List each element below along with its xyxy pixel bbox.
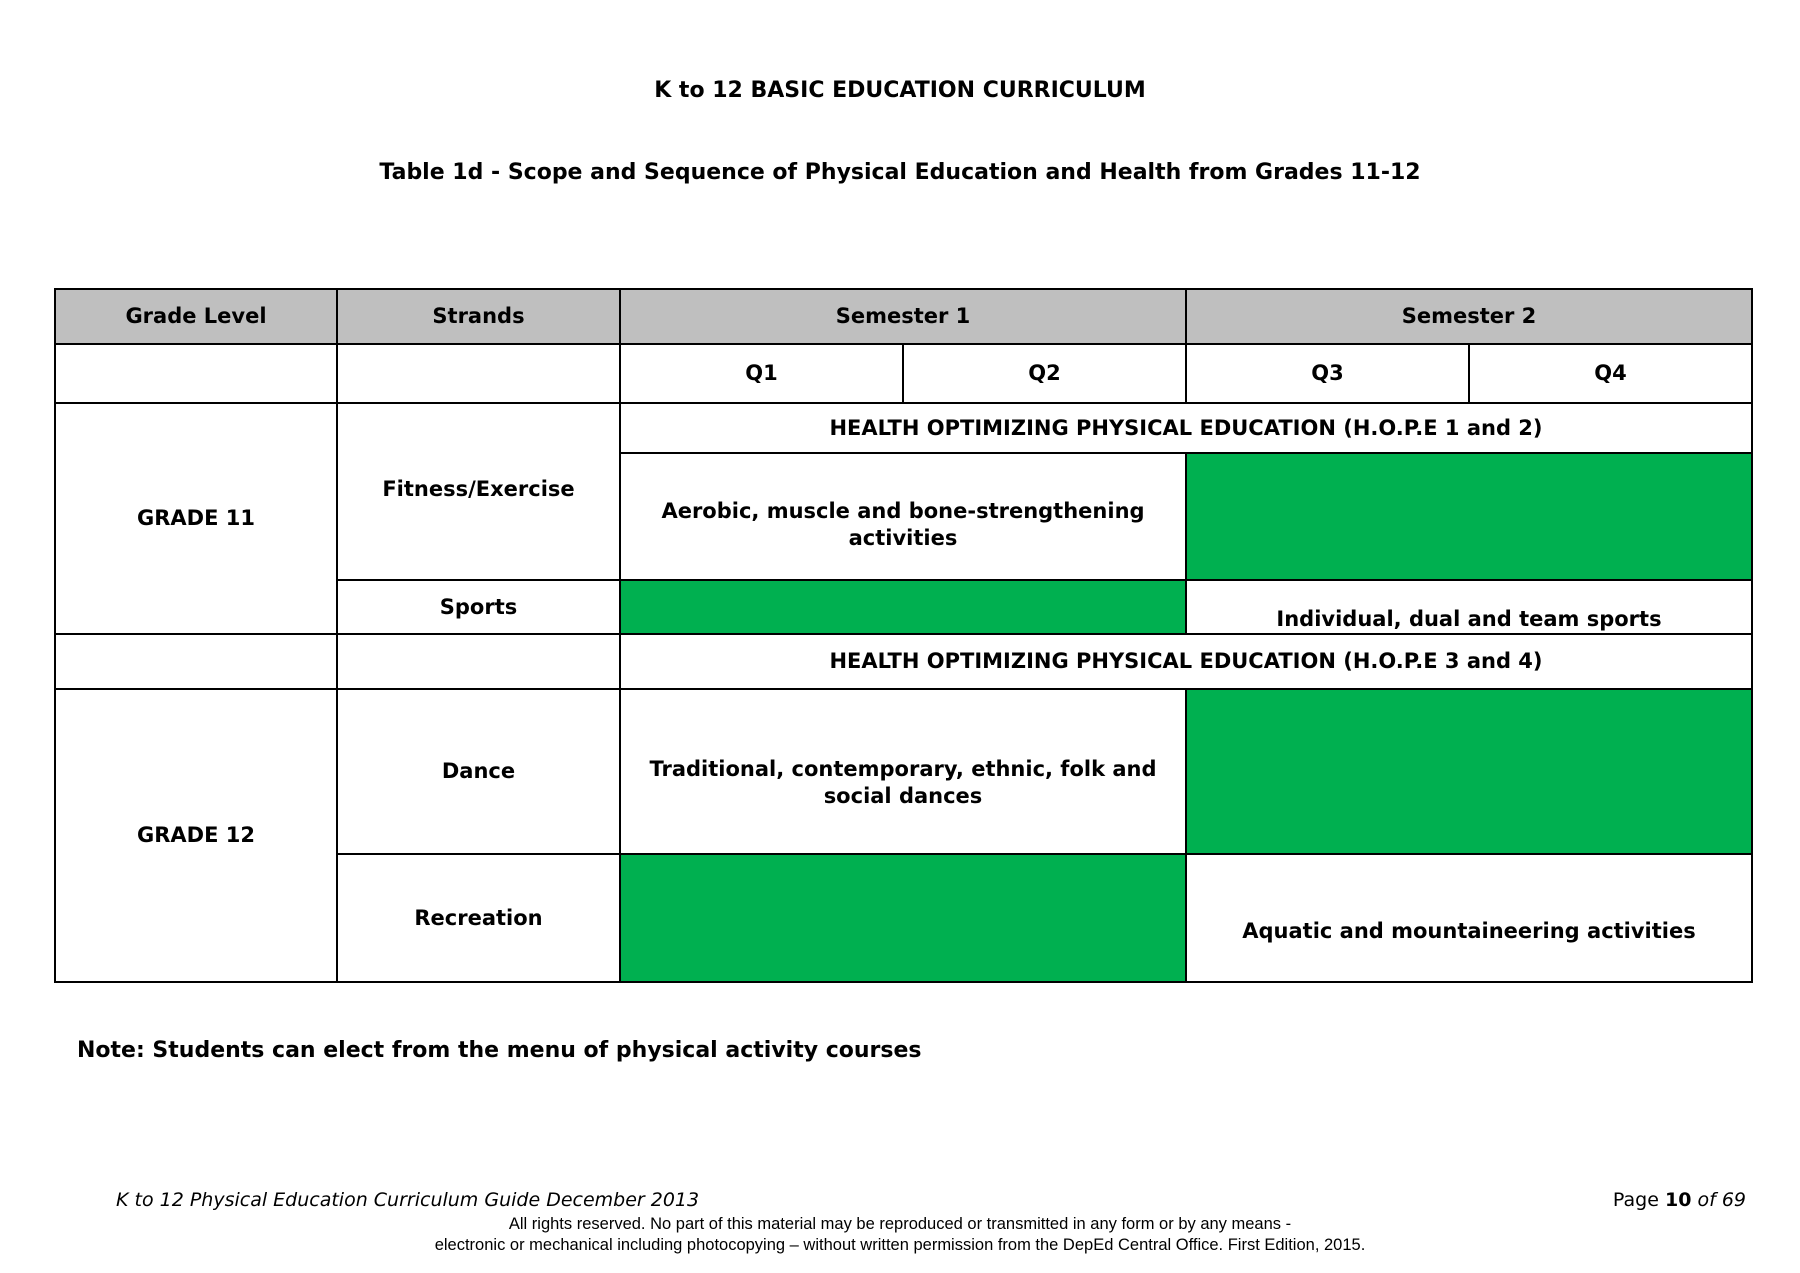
grade12-recreation-content: Aquatic and mountaineering activities xyxy=(1186,854,1752,982)
footer-guide-title: K to 12 Physical Education Curriculum Guide December 2013 xyxy=(116,1189,700,1211)
rights-notice-line2: electronic or mechanical including photocopying – without written permission from the DepEd Central Office. First Edition, 2015. xyxy=(434,1236,1366,1254)
header-grade-level: Grade Level xyxy=(55,289,337,344)
header-semester-2: Semester 2 xyxy=(1186,289,1752,344)
grade11-strand-sports: Sports xyxy=(337,580,620,634)
grade12-course-title: HEALTH OPTIMIZING PHYSICAL EDUCATION (H.O.P.E 3 and 4) xyxy=(620,634,1752,689)
header-q2: Q2 xyxy=(903,344,1186,403)
header-q3: Q3 xyxy=(1186,344,1469,403)
grade12-recreation-sem1-fill xyxy=(620,854,1186,982)
grade11-label: GRADE 11 xyxy=(55,403,337,634)
grade12-strand-dance: Dance xyxy=(337,689,620,854)
header-q4: Q4 xyxy=(1469,344,1752,403)
grade12-strand-recreation: Recreation xyxy=(337,854,620,982)
quarter-row-empty-grade xyxy=(55,344,337,403)
page-total: of 69 xyxy=(1697,1189,1746,1211)
grade11-course-title: HEALTH OPTIMIZING PHYSICAL EDUCATION (H.O.P.E 1 and 2) xyxy=(620,403,1752,453)
footer-page-indicator xyxy=(1613,1189,1746,1211)
rights-notice-line1: All rights reserved. No part of this material may be reproduced or transmitted in any form or by any means - xyxy=(508,1215,1292,1233)
page-label: Page xyxy=(1612,1189,1659,1211)
table-note: Note: Students can elect from the menu of physical activity courses xyxy=(77,1038,922,1063)
quarter-row xyxy=(55,344,1752,403)
grade12-course-row-empty-strand xyxy=(337,634,620,689)
document-title: K to 12 BASIC EDUCATION CURRICULUM xyxy=(654,78,1146,103)
table-title: Table 1d - Scope and Sequence of Physical Education and Health from Grades 11-12 xyxy=(379,160,1421,185)
grade12-dance-row xyxy=(55,689,1752,854)
header-q1: Q1 xyxy=(620,344,903,403)
grade11-sports-content: Individual, dual and team sports xyxy=(1186,580,1752,634)
grade11-fitness-sem2-fill xyxy=(1186,453,1752,580)
grade12-dance-sem2-fill xyxy=(1186,689,1752,854)
quarter-row-empty-strand xyxy=(337,344,620,403)
grade11-strand-fitness: Fitness/Exercise xyxy=(337,403,620,580)
page-number: 10 xyxy=(1664,1189,1692,1211)
grade12-course-row xyxy=(55,634,1752,689)
grade11-sports-sem1-fill xyxy=(620,580,1186,634)
grade11-course-row xyxy=(55,403,1752,453)
scope-sequence-table xyxy=(54,288,1753,983)
header-row xyxy=(55,289,1752,344)
grade11-fitness-content: Aerobic, muscle and bone-strengthening activities xyxy=(620,453,1186,580)
header-strands: Strands xyxy=(337,289,620,344)
grade12-course-row-empty-grade xyxy=(55,634,337,689)
grade12-label: GRADE 12 xyxy=(55,689,337,982)
header-semester-1: Semester 1 xyxy=(620,289,1186,344)
grade12-dance-content: Traditional, contemporary, ethnic, folk and social dances xyxy=(620,689,1186,854)
